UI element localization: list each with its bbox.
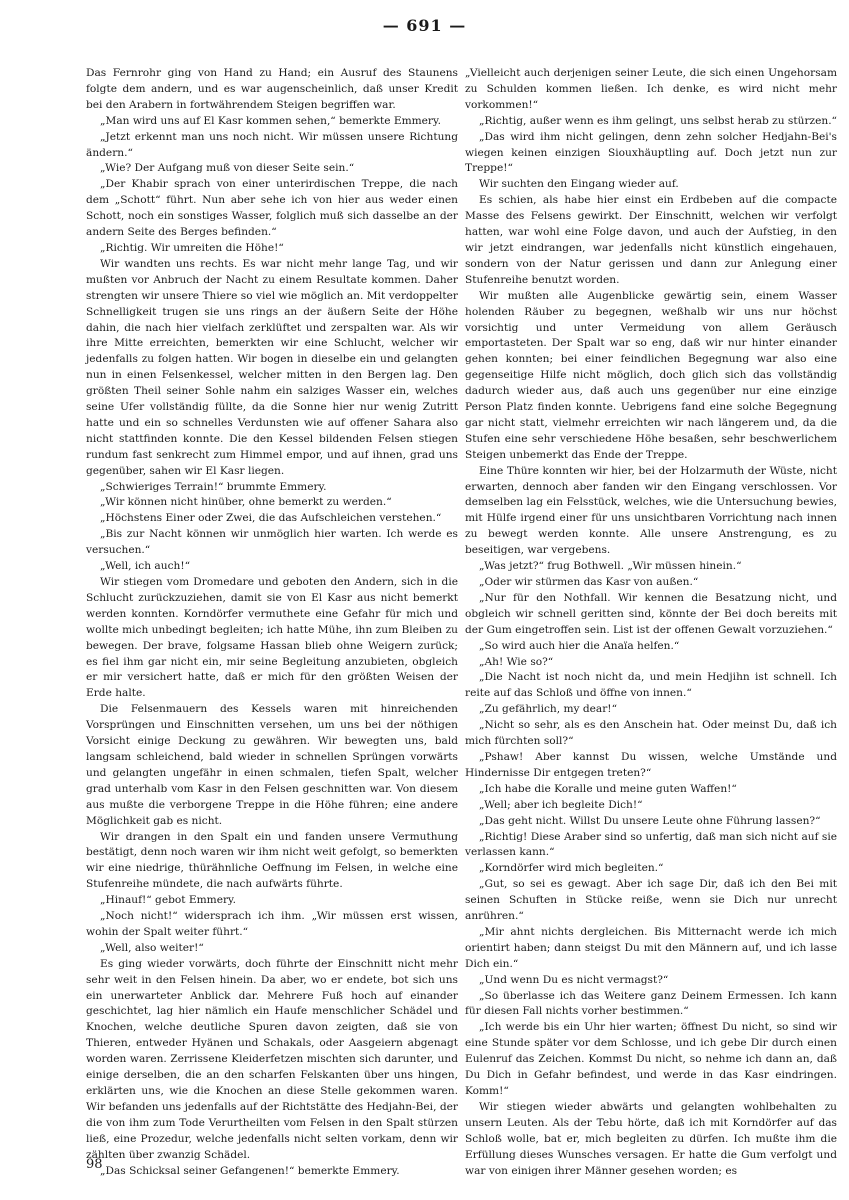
paragraph: „Oder wir stürmen das Kasr von außen.“ xyxy=(479,576,699,588)
paragraph: „Höchstens Einer oder Zwei, die das Aufschleichen verstehen.“ xyxy=(100,512,442,525)
paragraph: Wir wandten uns rechts. Es war nicht mehr lange Tag, und wir mußten vor Anbruch der Nacht zu einem Resultate kommen. Daher strengten wir unsere Thiere so viel wie möglich an. Mit verdoppelter Schnelligkeit trugen sie uns rings an der äußern Seite der Höhe dahin, die nach hier vielfach zerklüftet und zerspalten war. Als wir ihre Mitte erreichten, bemerkten wir eine Schlucht, welcher wir jedenfalls zu folgen hatten. Wir bogen in dieselbe ein und gelangten nun in einen Felsenkessel, welcher mitten in den Bergen lag. Den größten Theil seiner Sohle nahm ein salziges Wasser ein, welches seine Ufer vollständig füllte, da die Sonne hier nur wenig Zutritt hatte und ein so schnelles Verdunsten wie auf offener Sahara also nicht stattfinden konnte. Die den Kessel bildenden Felsen stiegen rundum fast senkrecht zum Himmel empor, und auf ihnen, grad uns gegenüber, sahen wir El Kasr liegen. xyxy=(86,257,458,477)
paragraph: „Richtig. Wir umreiten die Höhe!“ xyxy=(100,241,284,254)
paragraph: „Bis zur Nacht können wir unmöglich hier warten. Ich werde es versuchen.“ xyxy=(86,528,458,557)
paragraph: „Well, also weiter!“ xyxy=(100,941,204,954)
paragraph: „Nur für den Nothfall. Wir kennen die Besatzung nicht, und obgleich wir schnell geritten sind, könnte der Bei doch bereits mit der Gum eingetroffen sein. List ist der offenen Gewalt vorzuziehen.“ xyxy=(465,591,837,636)
text-column-left xyxy=(86,66,458,1179)
paragraph: Wir mußten alle Augenblicke gewärtig sein, einem Wasser holenden Räuber zu begegnen, weßhalb wir uns nur höchst vorsichtig und unter Vermeidung von allem Geräusch emportasteten. Der Spalt war so eng, daß wir nur hinter einander gehen konnten; bei einer feindlichen Begegnung war also eine gegenseitige Hilfe nicht möglich, doch glich sich das vollständig dadurch wieder aus, daß auch uns gegenüber nur eine einzige Person Platz finden konnte. Uebrigens fand eine solche Begegnung gar nicht statt, vielmehr erreichten wir nach längerem und, da die Stufen eine sehr verschiedene Höhe besaßen, sehr beschwerlichem Steigen unbemerkt das Ende der Treppe. xyxy=(465,289,837,461)
paragraph: „Ich werde bis ein Uhr hier warten; öffnest Du nicht, so sind wir eine Stunde später vor dem Schlosse, und ich gebe Dir durch einen Eulenruf das Zeichen. Kommst Du nicht, so nehme ich dann an, daß Du Dich in Gefahr befindest, und werde in das Kasr eindringen. Komm!“ xyxy=(465,1021,837,1097)
paragraph: Es schien, als habe hier einst ein Erdbeben auf die compacte Masse des Felsens gewirkt. Der Einschnitt, welchen wir verfolgt hatten, war wohl eine Folge davon, und auch der Aufstieg, in den wir jetzt eindrangen, war jedenfalls nicht künstlich eingehauen, sondern von der Natur gerissen und dann zur Anlegung einer Stufenreihe benutzt worden. xyxy=(465,194,837,286)
paragraph: Es ging wieder vorwärts, doch führte der Einschnitt nicht mehr sehr weit in den Felsen hinein. Da aber, wo er endete, bot sich uns ein unerwarteter Anblick dar. Mehrere Fuß hoch auf einander geschichtet, lag hier nämlich ein Haufe menschlicher Schädel und Knochen, welche deutliche Spuren davon zeigten, daß sie von Thieren, entweder Hyänen und Schakals, oder Aasgeiern abgenagt worden waren. Zerrissene Kleiderfetzen mischten sich darunter, und einige derselben, die an den scharfen Felskanten über uns hingen, erklärten uns, wie die Knochen an diese Stelle gekommen waren. Wir befanden uns jedenfalls auf der Richtstätte des Hedjahn-Bei, der die von ihm zum Tode Verurtheilten vom Felsen in den Spalt stürzen ließ, eine Prozedur, welche jedenfalls nicht selten vorkam, denn wir zählten über zwanzig Schädel. xyxy=(86,957,458,1161)
paragraph: „So wird auch hier die Anaïa helfen.“ xyxy=(479,639,680,652)
paragraph: „Und wenn Du es nicht vermagst?“ xyxy=(479,973,669,986)
paragraph: „Jetzt erkennt man uns noch nicht. Wir müssen unsere Richtung ändern.“ xyxy=(86,130,458,159)
paragraph: „Richtig, außer wenn es ihm gelingt, uns selbst herab zu stürzen.“ xyxy=(479,114,837,127)
page-number: — 691 — xyxy=(382,16,467,35)
paragraph: „Zu gefährlich, my dear!“ xyxy=(479,703,617,716)
paragraph: „Nicht so sehr, als es den Anschein hat. Oder meinst Du, daß ich mich fürchten soll?“ xyxy=(465,719,837,748)
paragraph: „Wie? Der Aufgang muß von dieser Seite sein.“ xyxy=(100,162,355,175)
paragraph: „Korndörfer wird mich begleiten.“ xyxy=(479,862,664,875)
paragraph: „Das Schicksal seiner Gefangenen!“ bemerkte Emmery. xyxy=(100,1164,400,1177)
paragraph: „Das wird ihm nicht gelingen, denn zehn solcher Hedjahn-Bei's wiegen keinen einzigen Siouxhäuptling auf. Doch jetzt nun zur Treppe!“ xyxy=(465,130,837,175)
paragraph: Wir suchten den Eingang wieder auf. xyxy=(479,178,679,191)
text-column-right xyxy=(465,66,837,1179)
paragraph: „Gut, so sei es gewagt. Aber ich sage Dir, daß ich den Bei mit seinen Schuften in Stücke reiße, wenn sie Dich nur unrecht anrühren.“ xyxy=(465,878,837,923)
paragraph: Die Felsenmauern des Kessels waren mit hinreichenden Vorsprüngen und Einschnitten versehen, um uns bei der nöthigen Vorsicht einige Deckung zu gewähren. Wir bewegten uns, bald langsam schleichend, bald wieder in schnellen Sprüngen vorwärts und gelangten ungefähr in einen schmalen, tiefen Spalt, welcher grad unterhalb vom Kasr in den Felsen geschnitten war. Von diesem aus mußte die verborgene Treppe in die Höhe führen; eine andere Möglichkeit gab es nicht. xyxy=(86,703,458,827)
paragraph: Wir stiegen wieder abwärts und gelangten wohlbehalten zu unsern Leuten. Als der Tebu hörte, daß ich mit Korndörfer auf das Schloß wolle, bat er, mich begleiten zu dürfen. Ich mußte ihm die Erfüllung dieses Wunsches versagen. Er hatte die Gum verfolgt und war von einigen ihrer Männer gesehen worden; es xyxy=(465,1100,837,1177)
paragraph: Wir drangen in den Spalt ein und fanden unsere Vermuthung bestätigt, denn noch waren wir ihm nicht weit gefolgt, so bemerkten wir eine niedrige, thürähnliche Oeffnung im Felsen, in welche eine Stufenreihe mündete, die nach aufwärts führte. xyxy=(86,830,458,891)
paragraph: „Ich habe die Koralle und meine guten Waffen!“ xyxy=(479,782,737,795)
paragraph: Wir stiegen vom Dromedare und geboten den Andern, sich in die Schlucht zurückzuziehen, damit sie von El Kasr aus nicht bemerkt werden konnten. Korndörfer vermuthete eine Gefahr für mich und wollte mich unbedingt begleiten; ich hatte Mühe, ihn zum Bleiben zu bewegen. Der brave, folgsame Hassan blieb ohne Weigern zurück; es fiel ihm gar nicht ein, mir seine Begleitung anzubieten, obgleich er mir versichert hatte, daß er mich für den größten Weisen der Erde halte. xyxy=(86,576,458,700)
paragraph: „Die Nacht ist noch nicht da, und mein Hedjihn ist schnell. Ich reite auf das Schloß und öffne von innen.“ xyxy=(465,671,837,700)
paragraph: „Wir können nicht hinüber, ohne bemerkt zu werden.“ xyxy=(100,496,392,509)
paragraph: „Hinauf!“ gebot Emmery. xyxy=(100,894,236,907)
paragraph: „Noch nicht!“ widersprach ich ihm. „Wir müssen erst wissen, wohin der Spalt weiter führt.“ xyxy=(86,910,458,938)
paragraph: „Der Khabir sprach von einer unterirdischen Treppe, die nach dem „Schott“ führt. Nun aber sehe ich von hier aus weder einen Schott, noch ein sonstiges Wasser, folglich muß sich dasselbe an der andern Seite des Berges befinden.“ xyxy=(86,178,458,239)
paragraph: „Vielleicht auch derjenigen seiner Leute, die sich einen Ungehorsam zu Schulden kommen ließen. Ich denke, es wird nicht mehr vorkommen!“ xyxy=(465,67,837,111)
paragraph: Eine Thüre konnten wir hier, bei der Holzarmuth der Wüste, nicht erwarten, dennoch aber fanden wir den Eingang verschlossen. Vor demselben lag ein Felsstück, welches, wie die Untersuchung bewies, mit Hülfe irgend einer für uns unsichtbaren Vorrichtung nach innen zu bewegt werden konnte. Alle unsere Anstrengung, es zu beseitigen, war vergebens. xyxy=(465,464,837,557)
paragraph: „Was jetzt?“ frug Bothwell. „Wir müssen hinein.“ xyxy=(479,560,742,573)
paragraph: „Schwieriges Terrain!“ brummte Emmery. xyxy=(100,480,327,493)
paragraph: „Man wird uns auf El Kasr kommen sehen,“ bemerkte Emmery. xyxy=(100,114,441,127)
paragraph: „Mir ahnt nichts dergleichen. Bis Mitternacht werde ich mich orientirt haben; dann steigst Du mit den Männern auf, und ich lasse Dich ein.“ xyxy=(465,925,837,970)
paragraph: „Well; aber ich begleite Dich!“ xyxy=(479,798,643,811)
paragraph: „Ah! Wie so?“ xyxy=(479,655,554,668)
paragraph: „So überlasse ich das Weitere ganz Deinem Ermessen. Ich kann für diesen Fall nichts vorher bestimmen.“ xyxy=(465,989,837,1018)
paragraph: „Pshaw! Aber kannst Du wissen, welche Umstände und Hindernisse Dir entgegen treten?“ xyxy=(465,750,837,779)
footer-page-ref: 98 xyxy=(86,1157,103,1172)
paragraph: Das Fernrohr ging von Hand zu Hand; ein Ausruf des Staunens folgte dem andern, und es war augenscheinlich, daß unser Kredit bei den Arabern in fortwährendem Steigen begriffen war. xyxy=(86,67,458,111)
paragraph: „Well, ich auch!“ xyxy=(100,560,190,573)
paragraph: „Richtig! Diese Araber sind so unfertig, daß man sich nicht auf sie verlassen kann.“ xyxy=(465,830,837,859)
paragraph: „Das geht nicht. Willst Du unsere Leute ohne Führung lassen?“ xyxy=(479,814,821,827)
